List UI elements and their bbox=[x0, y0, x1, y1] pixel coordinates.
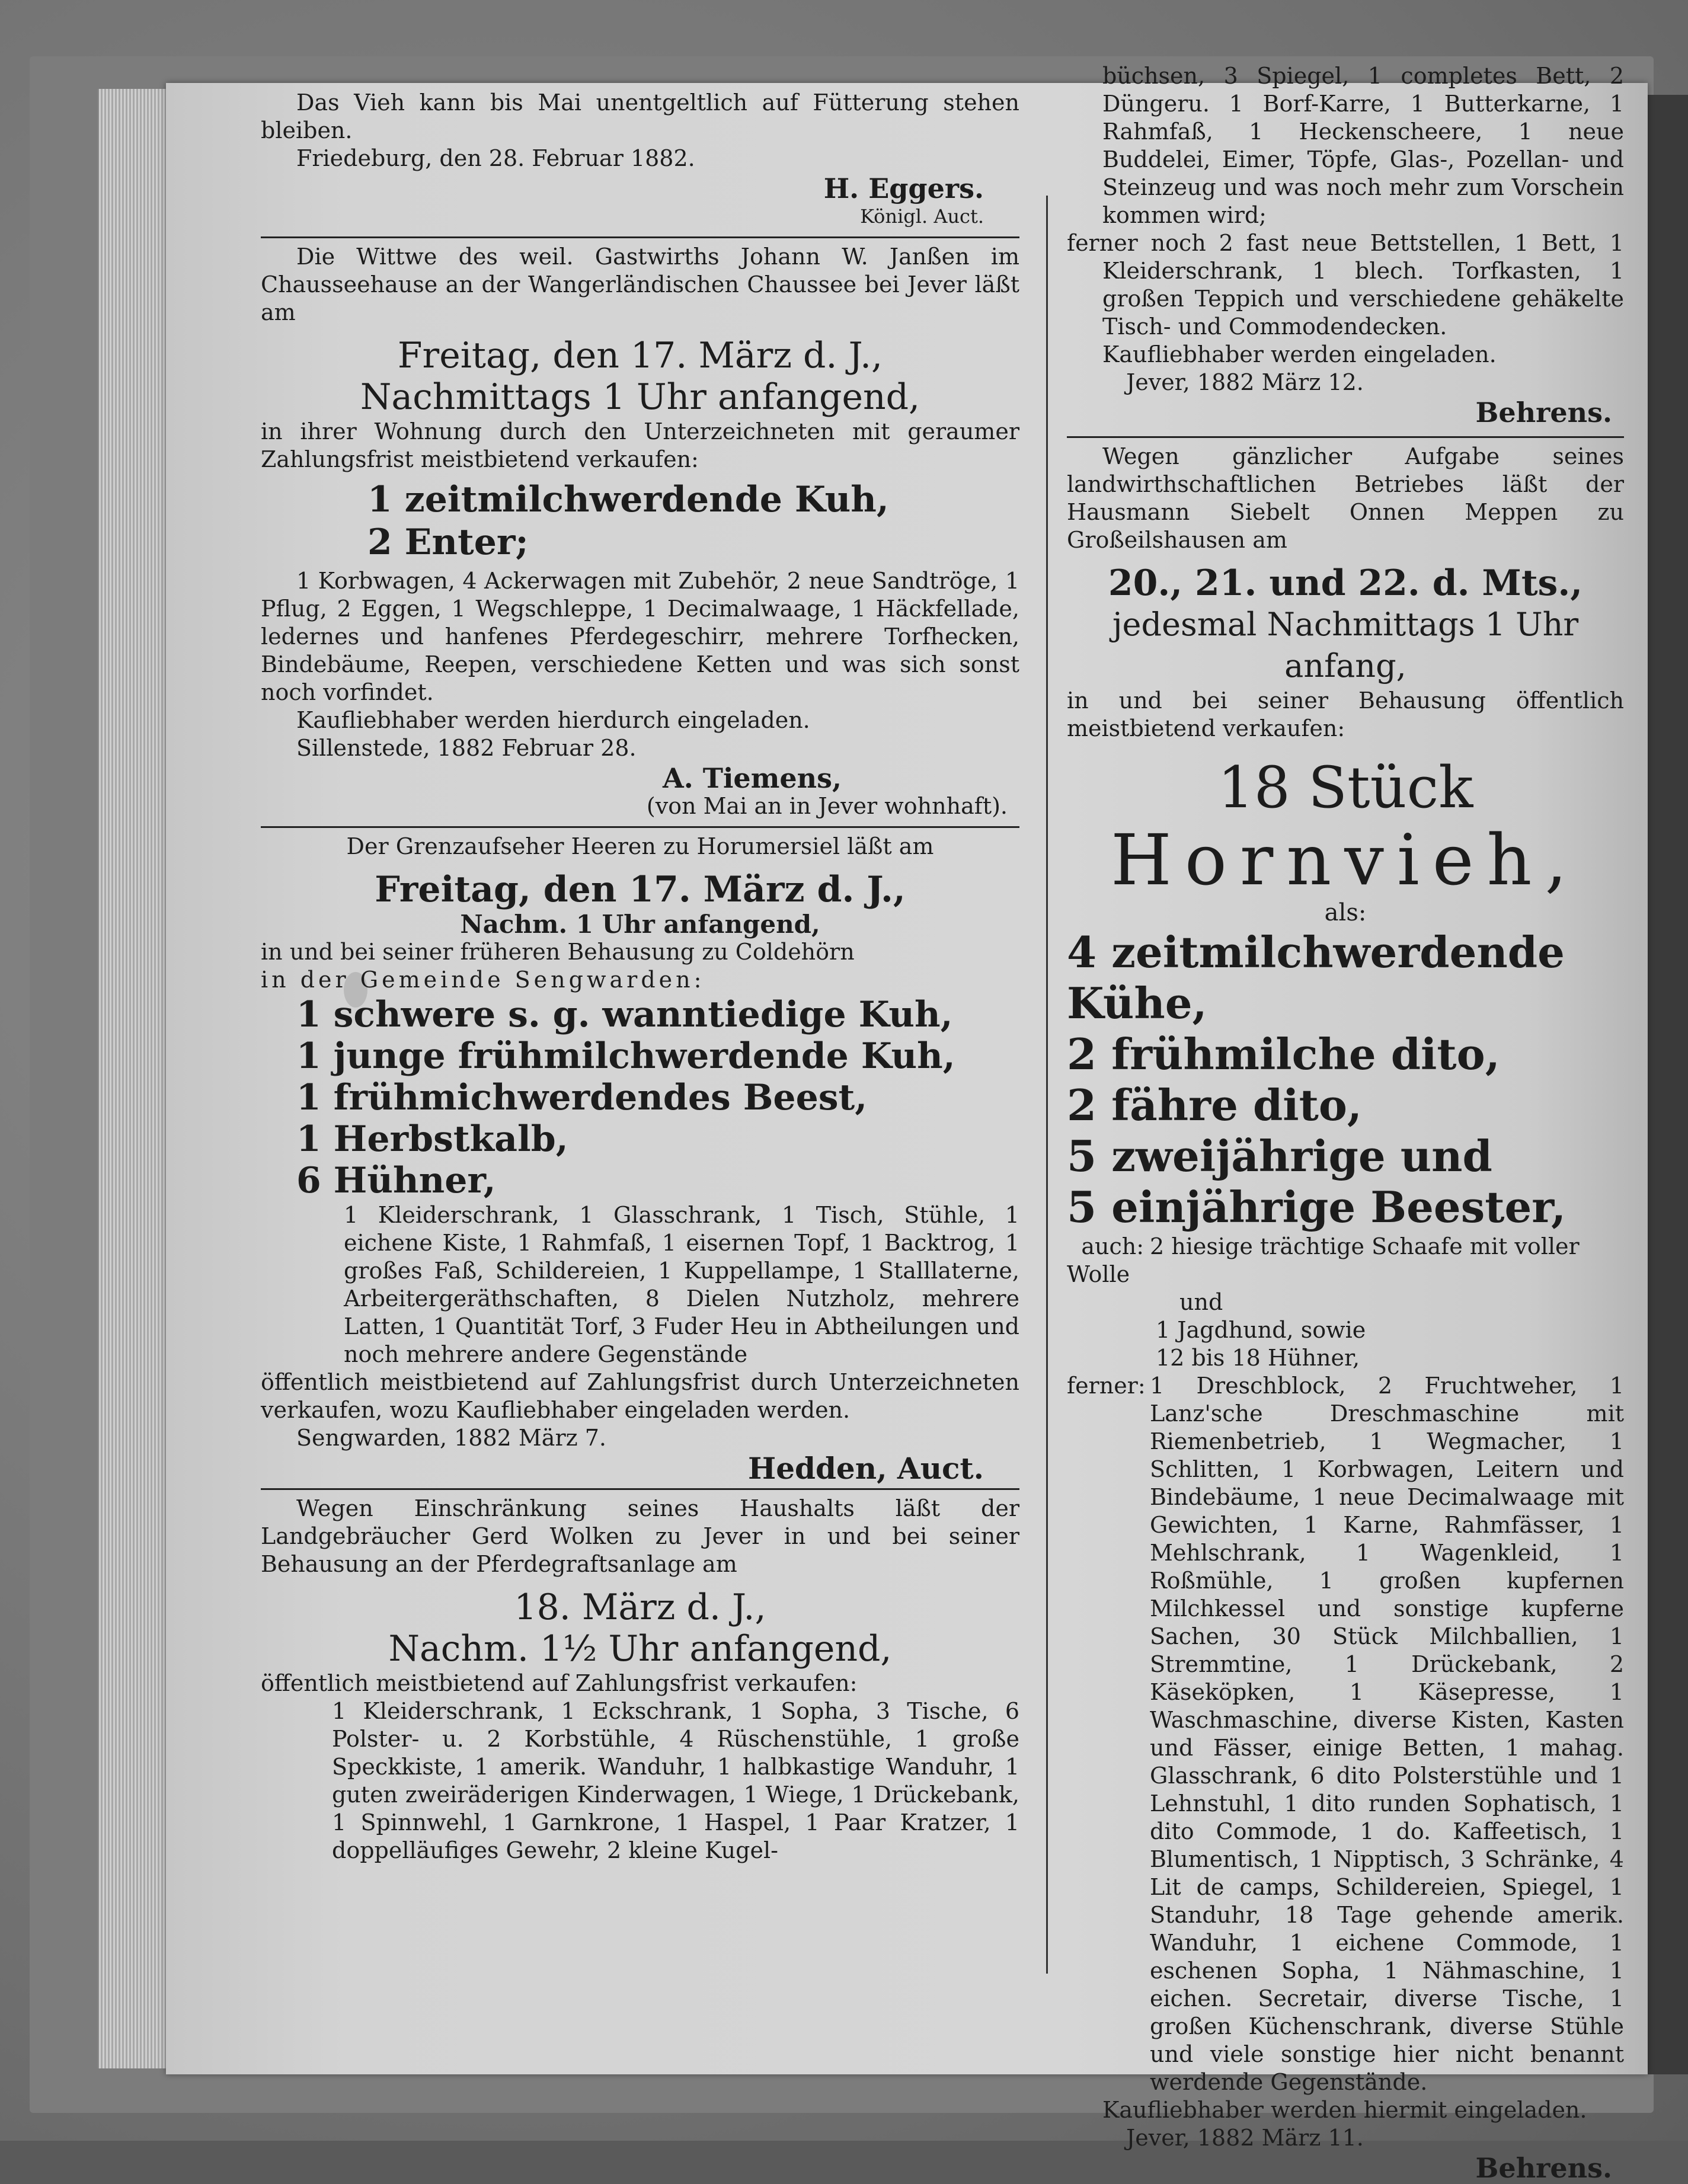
ad-wolken bbox=[261, 1495, 1019, 1865]
ad-item: 4 zeitmilchwerdende Kühe, bbox=[1067, 927, 1565, 1028]
ad-signature: H. Eggers. bbox=[823, 172, 984, 204]
ad-item: 5 zweijährige und bbox=[1067, 1131, 1492, 1181]
ad-dateline: Jever, 1882 März 12. bbox=[1126, 369, 1364, 395]
ad-item: 1 junge frühmilchwerdende Kuh, bbox=[296, 1035, 955, 1077]
ad-separator bbox=[1067, 436, 1624, 438]
ad-ferner-block bbox=[1067, 1372, 1624, 2096]
ad-item: 5 einjährige Beester, bbox=[1067, 1182, 1566, 1232]
ad-dateline: Sengwarden, 1882 März 7. bbox=[296, 1425, 606, 1451]
ad-intro: Der Grenzaufseher Heeren zu Horumersiel läßt am bbox=[346, 833, 934, 859]
ad-item: 2 fähre dito, bbox=[1067, 1080, 1362, 1130]
ad-item: 2 frühmilche dito, bbox=[1067, 1029, 1500, 1079]
ad-signature: Behrens. bbox=[1475, 396, 1612, 429]
ad-body: Das Vieh kann bis Mai unentgeltlich auf Fütterung stehen bleiben. bbox=[261, 89, 1019, 143]
ad-time: Nachmittags 1 Uhr anfangend, bbox=[360, 376, 920, 418]
ad-list-further: ferner noch 2 fast neue Bettstellen, 1 Bett, 1 Kleiderschrank, 1 blech. Torfkasten, 1 großen Teppich und verschiedene gehäkelte Tisch- und Commodendecken. bbox=[1067, 230, 1624, 340]
ad-invite: Kaufliebhaber werden eingeladen. bbox=[1102, 341, 1497, 367]
ad-headline: 18 Stück bbox=[1217, 754, 1473, 821]
ad-list: 1 Kleiderschrank, 1 Glasschrank, 1 Tisch, Stühle, 1 eichene Kiste, 1 Rahmfaß, 1 eisernen Topf, 1 Backtrog, 1 großes Faß, Schildereien, 1 Kuppellampe, 1 Stalllaterne, Arbeitergeräthschaften, 8 Dielen Nutzholz, mehrere Latten, 1 Quantität Torf, 3 Fuder Heu in Abtheilungen und noch mehrere andere Gegenstände bbox=[344, 1202, 1019, 1367]
ad-als: als: bbox=[1324, 899, 1367, 926]
ad-item: 1 Herbstkalb, bbox=[296, 1118, 568, 1160]
ad-list: 1 Kleiderschrank, 1 Eckschrank, 1 Sopha, 3 Tische, 6 Polster- u. 2 Korbstühle, 4 Rüschenstühle, 1 große Speckkiste, 1 amerik. Wanduhr, 1 halbkastige Wanduhr, 1 guten zweiräderigen Kinderwagen, 1 Wiege, 1 Drückebank, 1 Spinnwehl, 1 Garnkrone, 1 Haspel, 1 Paar Kratzer, 1 doppelläufiges Gewehr, 2 kleine Kugel- bbox=[332, 1698, 1019, 1863]
ad-wolken-continued bbox=[1067, 62, 1624, 427]
ad-intro: Wegen gänzlicher Aufgabe seines landwirthschaftlichen Betriebes läßt der Hausmann Siebelt Onnen Meppen zu Großeilshausen am bbox=[1067, 443, 1624, 553]
ad-auch-text: 2 hiesige trächtige Schaafe mit voller Wolle bbox=[1067, 1233, 1580, 1287]
ad-mid: in und bei seiner Behausung öffentlich meistbietend verkaufen: bbox=[1067, 688, 1624, 741]
ad-time: Nachm. 1½ Uhr anfangend, bbox=[388, 1628, 892, 1670]
page-edges bbox=[98, 89, 170, 2068]
ad-invite: Kaufliebhaber werden hierdurch eingeladen. bbox=[296, 707, 810, 733]
ad-label-auch: auch: bbox=[1081, 1233, 1144, 1259]
ad-tiemens bbox=[261, 243, 1019, 820]
ad-intro: Wegen Einschränkung seines Haushalts läßt der Landgebräucher Gerd Wolken zu Jever in und bei seiner Behausung an der Pferdegraftsanlage am bbox=[261, 1495, 1019, 1577]
ad-mid: in der Gemeinde Sengwarden: bbox=[261, 967, 705, 993]
ad-signature-title: Königl. Auct. bbox=[860, 205, 984, 228]
ad-signature: A. Tiemens, bbox=[663, 762, 842, 794]
ad-date: Freitag, den 17. März d. J., bbox=[375, 869, 906, 910]
ad-intro: Die Wittwe des weil. Gastwirths Johann W. Janßen im Chausseehause an der Wangerländischen Chaussee bei Jever läßt am bbox=[261, 244, 1019, 325]
ad-huehner: 12 bis 18 Hühner, bbox=[1156, 1345, 1360, 1371]
ad-list: 1 Dreschblock, 2 Fruchtweher, 1 Lanz'sche Dreschmaschine mit Riemenbetrieb, 1 Wegmacher, 1 Schlitten, 1 Korbwagen, Leitern und Bindebäume, 1 neue Decimalwaage mit Gewichten, 1 Karne, Rahmfässer, 1 Mehlschrank, 1 Wagenkleid, 1 Roßmühle, 1 großen kupfernen Milchkessel und sonstige kupferne Sachen, 30 Stück Milchballien, 1 Stremmtine, 1 Drückebank, 2 Käseköpken, 1 Käsepresse, 1 Waschmaschine, diverse Kisten, Kasten und Fässer, einige Betten, 1 mahag. Glasschrank, 6 dito Polsterstühle und 1 Lehnstuhl, 1 dito runden Sophatisch, 1 dito Commode, 1 do. Kaffeetisch, 1 Blumentisch, 1 Nipptisch, 3 Schränke, 4 Lit de camps, Schildereien, Spiegel, 1 Standuhr, 18 Tage gehende amerik. Wanduhr, 1 eichene Commode, 1 eschenen Sopha, 1 Nähmaschine, 1 eichen. Secretair, diverse Tische, 1 großen Küchenschrank, diverse Stühle und viele sonstige hier nicht benannt werdende Gegenstände. bbox=[1150, 1373, 1624, 2095]
ad-separator bbox=[261, 826, 1019, 828]
column-divider bbox=[1046, 196, 1048, 1974]
ad-dateline: Jever, 1882 März 11. bbox=[1126, 2125, 1364, 2151]
ad-note: (von Mai an in Jever wohnhaft). bbox=[646, 793, 1008, 819]
ad-hedden bbox=[261, 833, 1019, 1486]
ad-date: 18. März d. J., bbox=[514, 1587, 766, 1628]
ad-mid: öffentlich meistbietend auf Zahlungsfrist verkaufen: bbox=[261, 1670, 858, 1696]
facing-page-edge bbox=[1648, 95, 1688, 2074]
ad-und: und bbox=[1179, 1289, 1223, 1315]
ad-eggers bbox=[261, 89, 1019, 231]
ad-mid: in ihrer Wohnung durch den Unterzeichneten mit geraumer Zahlungsfrist meistbietend verkaufen: bbox=[261, 418, 1019, 472]
ad-separator bbox=[261, 1488, 1019, 1490]
ad-item: 1 frühmichwerdendes Beest, bbox=[296, 1077, 868, 1118]
ad-date: Freitag, den 17. März d. J., bbox=[397, 335, 883, 376]
ad-signature: Behrens. bbox=[1475, 2152, 1612, 2184]
ad-time: jedesmal Nachmittags 1 Uhr anfang, bbox=[1112, 606, 1579, 685]
ad-list: büchsen, 3 Spiegel, 1 completes Bett, 2 Düngeru. 1 Borf-Karre, 1 Butterkarne, 1 Rahmfaß, 1 Heckenscheere, 1 neue Buddelei, Eimer, Töpfe, Glas-, Pozellan- und Steinzeug und was noch mehr zum Vorschein kommen wird; bbox=[1102, 63, 1624, 228]
ad-signature: Hedden, Auct. bbox=[747, 1451, 984, 1486]
ad-dateline: Sillenstede, 1882 Februar 28. bbox=[296, 735, 637, 761]
ad-mid: in und bei seiner früheren Behausung zu Coldehörn bbox=[261, 939, 855, 965]
ad-meppen bbox=[1067, 443, 1624, 2182]
right-column bbox=[1067, 62, 1624, 2182]
ad-hund: 1 Jagdhund, sowie bbox=[1156, 1317, 1366, 1343]
ad-label-ferner: ferner: bbox=[1067, 1373, 1146, 1399]
ad-separator bbox=[261, 236, 1019, 238]
ad-list: 1 Korbwagen, 4 Ackerwagen mit Zubehör, 2 neue Sandtröge, 1 Pflug, 2 Eggen, 1 Wegschleppe, 1 Decimalwaage, 1 Häckfellade, ledernes und hanfenes Pferdegeschirr, mehrere Torfhecken, Bindebäume, Reepen, verschiedene Ketten und was sich sonst noch vorfindet. bbox=[261, 568, 1019, 705]
ad-dateline: Friedeburg, den 28. Februar 1882. bbox=[296, 145, 695, 171]
left-column bbox=[261, 89, 1019, 1865]
ad-item: 1 schwere s. g. wanntiedige Kuh, bbox=[296, 994, 953, 1035]
ad-tail: öffentlich meistbietend auf Zahlungsfrist durch Unterzeichneten verkaufen, wozu Kaufliebhaber eingeladen werden. bbox=[261, 1369, 1019, 1423]
ad-item: 1 zeitmilchwerdende Kuh, bbox=[367, 479, 889, 520]
ad-item: 2 Enter; bbox=[367, 522, 529, 563]
ad-headline: Hornvieh, bbox=[1110, 819, 1581, 901]
ad-time: Nachm. 1 Uhr anfangend, bbox=[460, 910, 820, 939]
ad-date: 20., 21. und 22. d. Mts., bbox=[1108, 562, 1583, 604]
ad-invite: Kaufliebhaber werden hiermit eingeladen. bbox=[1102, 2097, 1587, 2123]
ad-item: 6 Hühner, bbox=[296, 1160, 496, 1201]
